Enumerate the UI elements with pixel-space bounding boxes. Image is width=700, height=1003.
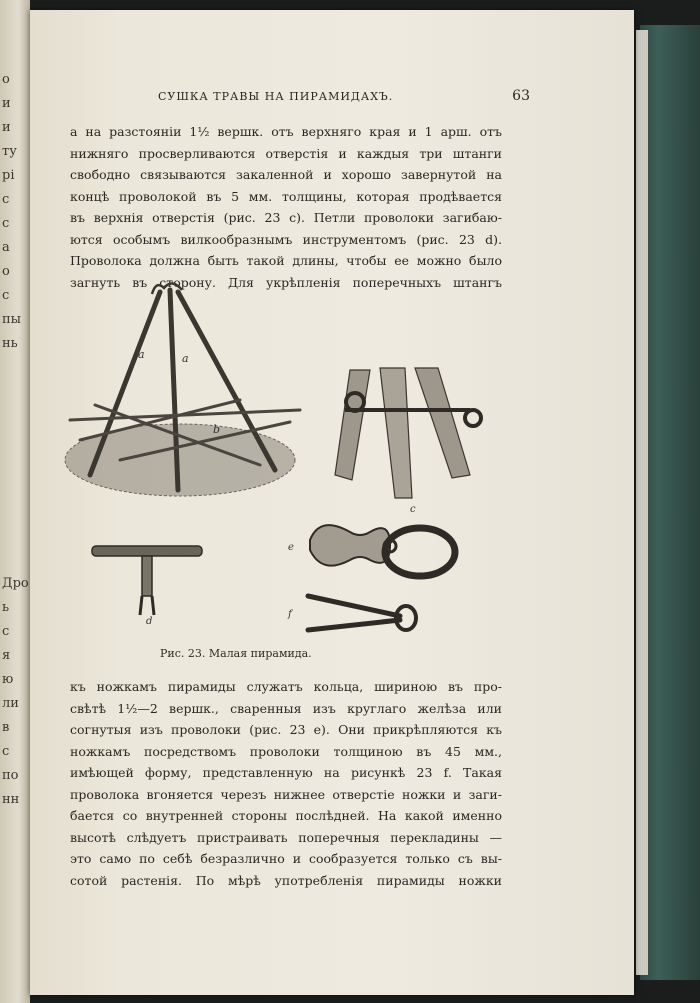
figure-c-strips (335, 368, 481, 498)
text-line: нижняго просверливаются отверстія и каждыя три штанги (70, 145, 502, 161)
text-line: имѣющей форму, представленную на рисункѣ 23 f. Такая (70, 765, 502, 780)
figure-23 (60, 270, 500, 650)
left-page-text-fragment: по (2, 768, 19, 783)
paragraph-1 (70, 121, 502, 293)
figure-label-c: c (410, 504, 416, 515)
text-line: къ ножкамъ пирамиды служатъ кольца, шириною въ про- (70, 679, 502, 694)
paragraph-2 (70, 676, 502, 891)
running-head-title: СУШКА ТРАВЫ НА ПИРАМИДАХЪ. (158, 90, 394, 103)
text-line: свободно связываются закаленной и хорошо завернутой на (70, 167, 502, 182)
text-line: бается со внутренней стороны послѣдней. На какой именно (70, 808, 502, 823)
figure-label-a: a (138, 348, 145, 361)
page-number: 63 (512, 88, 530, 104)
text-line: концѣ проволокой въ 5 мм. толщины, которая продѣвается (70, 188, 502, 204)
left-page-text-fragment: с (2, 192, 10, 207)
figure-f-wire (308, 596, 416, 630)
left-page-text-fragment: я (2, 648, 11, 663)
left-page-text-fragment: о (2, 264, 10, 279)
left-page-text-fragment: с (2, 216, 10, 231)
figure-label-b: b (213, 423, 221, 436)
left-page-text-fragment: ю (2, 672, 14, 687)
figure-d-tool (92, 546, 202, 615)
left-page-text-fragment: и (2, 120, 11, 135)
text-line: въ верхнія отверстія (рис. 23 c). Петли проволоки загибаю- (70, 210, 502, 225)
left-page-text-fragment: Дро (2, 576, 29, 591)
figure-label-f: f (288, 609, 292, 620)
figure-label-d: d (146, 616, 153, 627)
figure-label-a: a (182, 352, 189, 365)
text-line: сотой растенія. По мѣрѣ употребленія пирамиды ножки (70, 872, 502, 888)
left-page-text-fragment: рі (2, 168, 15, 183)
text-line: ножкамъ посредствомъ проволоки толщиною въ 45 мм., (70, 743, 502, 759)
figure-caption: Рис. 23. Малая пирамида. (160, 647, 312, 660)
page-block-edges (636, 30, 648, 975)
left-page-text-fragment: ь (2, 600, 10, 615)
left-page-text-fragment: о (2, 72, 10, 87)
text-line: а на разстоянiи 1½ вершк. отъ верхняго края и 1 арш. отъ (70, 124, 502, 139)
text-line: свѣтѣ 1½—2 вершк., сваренныя изъ круглаго желѣза или (70, 700, 502, 716)
left-page-text-fragment: с (2, 288, 10, 303)
left-page-text-fragment: ли (2, 696, 19, 711)
text-line: это само по себѣ безразлично и сообразуется только съ вы- (70, 851, 502, 866)
left-page-text-fragment: пы (2, 312, 22, 327)
text-line: высотѣ слѣдуетъ пристраивать поперечныя перекладины — (70, 829, 502, 845)
left-page-edge (0, 0, 30, 1003)
text-line: согнутыя изъ проволоки (рис. 23 e). Они прикрѣпляются къ (70, 722, 502, 737)
figure-illustration (60, 270, 500, 650)
left-page-text-fragment: и (2, 96, 11, 111)
text-line: Проволока должна быть такой длины, чтобы ее можно было (70, 253, 502, 268)
left-page-text-fragment: с (2, 624, 10, 639)
text-line: ются особымъ вилкообразнымъ инструментомъ (рис. 23 d). (70, 231, 502, 247)
book-cover-edge (640, 25, 700, 980)
left-page-text-fragment: с (2, 744, 10, 759)
left-page-text-fragment: ту (2, 144, 17, 159)
text-line: проволока вгоняется черезъ нижнее отверстіе ножки и заги- (70, 786, 502, 802)
text-line: загнуть въ сторону. Для укрѣпленія поперечныхъ штангъ (70, 274, 502, 290)
left-page-text-fragment: нн (2, 792, 20, 807)
running-head (158, 90, 530, 110)
left-page-text-fragment: а (2, 240, 10, 255)
figure-label-e: e (288, 542, 294, 553)
left-page-text-fragment: нь (2, 336, 18, 351)
left-page-text-fragment: в (2, 720, 10, 735)
figure-e-ring (310, 525, 455, 576)
